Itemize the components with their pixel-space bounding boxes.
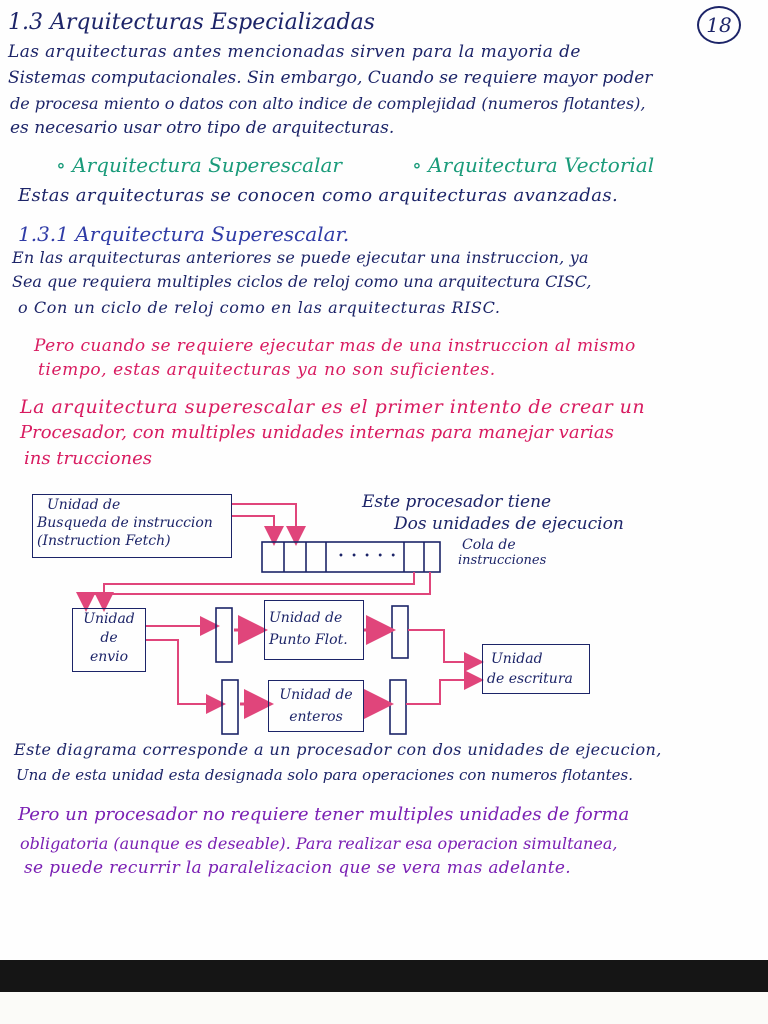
float-unit-label: Unidad de <box>269 610 343 626</box>
fetch-unit-label: (Instruction Fetch) <box>37 533 171 549</box>
fetch-unit-label: Busqueda de instruccion <box>37 515 213 531</box>
bullet-superescalar <box>56 155 342 175</box>
intro-line: Las arquitecturas antes mencionadas sirven para la mayoria de <box>8 42 581 62</box>
sub-line: En las arquitecturas anteriores se puede ejecutar una instruccion, ya <box>12 248 589 267</box>
intro-line: Sistemas computacionales. Sin embargo, Cuando se requiere mayor poder <box>8 68 653 88</box>
queue-dots: • • • • • <box>338 551 399 562</box>
purple-line: se puede recurrir la paralelizacion que se vera mas adelante. <box>24 858 571 878</box>
magenta-line: Procesador, con multiples unidades internas para manejar varias <box>20 422 614 443</box>
fetch-to-queue-arrows <box>232 504 296 542</box>
bullet-label: Arquitectura Superescalar <box>72 153 342 177</box>
dispatch-to-buffers-arrows <box>146 626 222 704</box>
advanced-line: Estas arquitecturas se conocen como arquitecturas avanzadas. <box>18 185 619 206</box>
dispatch-unit-box <box>72 608 146 672</box>
buffer-to-writeback-arrows <box>406 630 480 704</box>
diagram-note: Este procesador tiene <box>362 492 552 512</box>
dispatch-unit-label: de <box>100 630 118 646</box>
purple-line: Pero un procesador no requiere tener multiples unidades de forma <box>18 804 630 825</box>
scan-bottom-edge <box>0 992 768 1024</box>
diagram-note: Dos unidades de ejecucion <box>394 514 624 534</box>
page-number-circle: 18 <box>697 6 741 44</box>
sub-line: Sea que requiera multiples ciclos de reloj como una arquitectura CISC, <box>12 272 592 291</box>
dispatch-unit-label: Unidad <box>83 611 135 627</box>
queue-label: instrucciones <box>458 553 547 568</box>
intro-line: es necesario usar otro tipo de arquitecturas. <box>10 118 395 138</box>
float-unit-label: Punto Flot. <box>269 632 348 648</box>
float-unit-box <box>264 600 364 660</box>
integer-unit-label: Unidad de <box>279 687 353 703</box>
bullet-label: Arquitectura Vectorial <box>428 153 655 177</box>
sub-line: o Con un ciclo de reloj como en las arquitecturas RISC. <box>18 298 501 317</box>
magenta-line: La arquitectura superescalar es el primer intento de crear un <box>20 396 646 418</box>
subsection-heading: 1.3.1 Arquitectura Superescalar. <box>18 222 350 246</box>
queue-label: Cola de <box>462 537 516 553</box>
dispatch-unit-label: envio <box>89 649 129 665</box>
bullet-dot-icon: ∘ <box>412 153 429 177</box>
integer-unit-label: enteros <box>289 709 343 725</box>
integer-unit-box <box>268 680 364 732</box>
writeback-unit-label: de escritura <box>487 671 573 687</box>
magenta-line: ins trucciones <box>24 448 152 469</box>
scan-bottom-band <box>0 960 768 992</box>
after-line: Este diagrama corresponde a un procesador con dos unidades de ejecucion, <box>14 740 662 759</box>
purple-line: obligatoria (aunque es deseable). Para realizar esa operacion simultanea, <box>20 834 618 853</box>
fetch-unit-label: Unidad de <box>47 497 121 513</box>
section-heading: 1.3 Arquitecturas Especializadas <box>8 10 375 35</box>
fetch-unit-box <box>32 494 232 558</box>
writeback-unit-label: Unidad <box>491 651 543 667</box>
bullet-vectorial <box>412 155 654 175</box>
pink-line: tiempo, estas arquitecturas ya no son suficientes. <box>38 360 496 380</box>
queue-to-dispatch-arrows <box>86 572 430 608</box>
bullet-dot-icon: ∘ <box>56 153 73 177</box>
pink-line: Pero cuando se requiere ejecutar mas de una instruccion al mismo <box>34 336 636 356</box>
intro-line: de procesa miento o datos con alto indice de complejidad (numeros flotantes), <box>10 94 646 113</box>
writeback-unit-box <box>482 644 590 694</box>
after-line: Una de esta unidad esta designada solo para operaciones con numeros flotantes. <box>16 766 634 784</box>
